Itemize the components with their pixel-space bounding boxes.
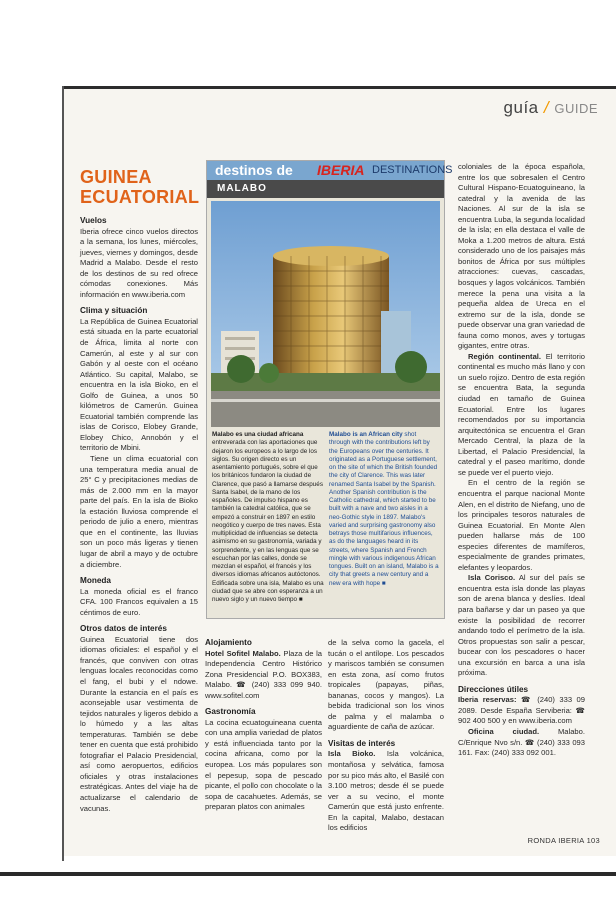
heading-alojamiento: Alojamiento <box>205 638 252 647</box>
text-corisco: Al sur del país se encuentra esta isla donde las playas son de arena blanca y deslíes. Ideal para bañarse y dar un paseo ya que existe la posibilidad de recorrer andando todo el perímetro de la isla. Otros propuestas son salir a pescar, bucear con los pescadores o hacer una excursión en barca a una isla próxima. <box>458 573 585 678</box>
oficina-label: Oficina ciudad. <box>468 726 540 736</box>
hotel-name: Hotel Sofitel Malabo. <box>205 648 281 658</box>
text-gastronomia: La cocina ecuatoguineana cuenta con una amplia variedad de platos y está influenciada tanto por la cocina africana, como por la europea. Los más populares son el pepesup, sopa de pescado picante, el pollo con chocolate o la sopa de cacahuetes. Además, se preparan platos con animales <box>205 717 322 812</box>
text-gastronomia-cont: de la selva como la gacela, el tucán o el antílope. Los pescados y mariscos también se consumen en esta zona, así como frutos tropicales (papayas, piñas, bananas, cocos y mangos). La bebida tradicional son los vinos de palma y el malamba o aguardiente de caña de azúcar. <box>328 638 444 732</box>
heading-gastronomia: Gastronomía <box>205 707 256 717</box>
column-4 <box>458 162 585 759</box>
heading-vuelos: Vuelos <box>80 216 107 225</box>
top-rule <box>62 86 616 89</box>
caption-spanish <box>212 431 325 604</box>
destination-box <box>206 160 453 619</box>
column-3 <box>328 638 444 834</box>
text-clima-2: Tiene un clima ecuatorial con una temperatura media anual de 25° C y precipitaciones medias de más de 2.000 mm en la mayor parte del país. En la isla de Bioko la estación lluviosa comprende el periodo de julio a enero, mientras que en el continente, las lluvias son un poco más ligeras y tienen lugar de abril a mayo y de octubre a diciembre. <box>80 454 198 569</box>
section-header <box>504 98 598 118</box>
malabo-building-photo <box>211 201 440 427</box>
heading-clima: Clima y situación <box>80 306 148 316</box>
text-coloniales: coloniales de la época española, entre los que sobresalen el Centro Cultural Hispano-Ecuatoguineano, la catedral y la avenida de las Naciones. Al sur de la isla se encuentra Luba, la segunda localidad de la isla; en ella destaca el valle de Moka a 1.200 metros de altura. Está considerado uno de los paisajes más bonitos de África por sus múltiples atracciones: cuevas, cascadas, bosques y lagos volcánicos. También merece la pena una visita a la pequeña aldea de Ureca en el extremo sur de la isla, donde se puede observar una gran variedad de fauna como monos, aves y tortugas gigantes, entre otras. <box>458 162 585 351</box>
text-region: El territorio continental es mucho más llano y con un suelo rojizo. Dentro de esta región se encuentra Bata, la segunda ciudad en tamaño de Guinea Ecuatorial. Entre los lugares recomendados por su importancia arquitectónica se encuentra el Gran Mercado Central, la plaza de la Libertad, el Palacio Presidencial, la catedral y el paseo marítimo, donde se puede ver el puerto viejo. <box>458 351 585 477</box>
box-header <box>207 161 453 180</box>
box-destinations: DESTINATIONS <box>372 164 453 176</box>
heading-moneda: Moneda <box>80 576 111 586</box>
heading-otros: Otros datos de interés <box>80 624 167 634</box>
heading-direcciones: Direcciones útiles <box>458 684 529 694</box>
header-guia: guía <box>503 98 539 117</box>
city-bar <box>207 180 444 198</box>
text-iberia-reservas: ☎ (240) 333 09 2089. Desde España Serviberia: ☎ 902 400 500 y en www.iberia.com <box>458 695 585 726</box>
bottom-rule <box>0 872 616 876</box>
column-2 <box>205 638 322 813</box>
page-footer: RONDA IBERIA 103 <box>527 836 600 845</box>
box-destinos: destinos de <box>215 162 293 178</box>
caption-es-lead: Malabo es una ciudad africana <box>212 431 304 438</box>
text-otros: Guinea Ecuatorial tiene dos idiomas oficiales: el español y el francés, que conviven con otras lenguas locales reconocidas como el fang, el bubi y el ndowe. Durante la estancia en el país es aconsejable usar vestimenta de tejidos naturales y ligeros debido a lo húmedo y a las altas temperaturas. También se debe tener en cuenta que está prohibido fotografiar el Palacio Presidencial, así como aeropuertos, edificios oficiales y otras instalaciones estratégicas. Antes del viaje ha de actualizarse el calendario de vacunas. <box>80 634 198 813</box>
country-title: GUINEA ECUATORIAL <box>80 167 200 207</box>
column-1 <box>80 216 198 814</box>
building-illustration <box>211 201 440 427</box>
iberia-logo: IBERIA <box>317 162 365 178</box>
text-monte-alen: En el centro de la región se encuentra el parque nacional Monte Alen, en el distrito de Niefang, uno de los principales tesoros naturales de Guinea Ecuatorial. En Monte Alen pueden hallarse más de 100 especies diferentes de mamíferos, especialmente de grandes primates, elefantes y leopardos. <box>458 478 585 572</box>
iberia-reservas-label: Iberia reservas: <box>458 695 517 705</box>
caption-en-lead: Malabo is an African city <box>329 431 403 438</box>
caption-english <box>329 431 439 588</box>
text-oficina: Malabo. C/Enrique Nvo s/n. ☎ (240) 333 093 161. Fax: (240) 333 092 001. <box>458 726 585 758</box>
heading-visitas: Visitas de interés <box>328 738 396 748</box>
region-label: Región continental. <box>468 351 542 361</box>
text-bioko: Isla volcánica, montañosa y selvática, famosa por su pico más alto, el Basilé con 3.100 metros; desde él se puede ver a su vecino, el monte Camerún que está justo enfrente. En la capital, Malabo, destacan los edificios <box>328 749 444 833</box>
text-clima-1: La República de Guinea Ecuatorial está situada en la parte ecuatorial de África, limita al norte con Camerún, al este y al sur con Gabón y al oeste con el océano Atlántico. Su capital, Malabo, se encuentra en la isla Bioko, en el Golfo de Guinea, a unos 50 kilómetros de Camerún. Guinea Ecuatorial también comprende las islas de Corisco, Elobey Grande, Elobey Chico, Annobón y el territorio de Mbini. <box>80 316 198 453</box>
text-vuelos: Iberia ofrece cinco vuelos directos a la semana, los lunes, miércoles, jueves, viernes y domingos, desde Madrid a Malabo. Desde el resto de los destinos de su red ofrece cómodas conexiones. Más información en www.iberia.com <box>80 226 198 299</box>
city-name: MALABO <box>217 183 267 194</box>
caption-es-text: entreverada con las aportaciones que dejaron los europeos a lo largo de los siglos. Su origen directo es un asentamiento portugués, sobre el que los británicos fundaron la ciudad de Clarence, que pasó a llamarse después Santa Isabel, de la mano de los españoles. De impulso hispano es también la catedral católica, que se empezó a construir en 1897 en estilo neogótico y cuerpo de tres naves. Esta multiplicidad de influencias se detecta asimismo en su gastronomía, variada y sorprendente, y en las lenguas que se escuchan por las calles, donde se mezclan el español, el francés y los diversos idiomas africanos autóctonos. Edificada sobre una isla, Malabo es una ciudad que se abre con esperanza a un nuevo siglo y un nuevo tiempo ■ <box>212 439 324 603</box>
caption-en-text: shot through with the contributions left by the Europeans over the centuries. It originated as a Portuguese settlement, on the site of which the British founded the city of Clarence. This was later renamed Santa Isabel by the Spanish. Another Spanish contribution is the Catholic cathedral, which started to be built with a nave and two aisles in a neo-Gothic style in 1897. Malabo's varied and surprising gastronomy also betrays those multifarious influences, as do the languages heard in its streets, where Spanish and French mingle with various indigenous African tongues. Built on an island, Malabo is a city that greets a new century and a new era with hope ■ <box>329 431 439 587</box>
corisco-label: Isla Corisco. <box>468 573 516 583</box>
spine-rule <box>62 86 64 861</box>
header-guide: GUIDE <box>554 101 598 116</box>
text-alojamiento: Plaza de la Independencia Centro Histórico Zona Presidencial P.O. BOX383, Malabo. ☎ (240) 333 099 940. www.sofitel.com <box>205 648 322 700</box>
isla-bioko-label: Isla Bioko. <box>328 749 376 759</box>
text-moneda: La moneda oficial es el franco CFA. 100 Francos equivalen a 15 céntimos de euro. <box>80 586 198 617</box>
header-separator: / <box>543 98 550 117</box>
